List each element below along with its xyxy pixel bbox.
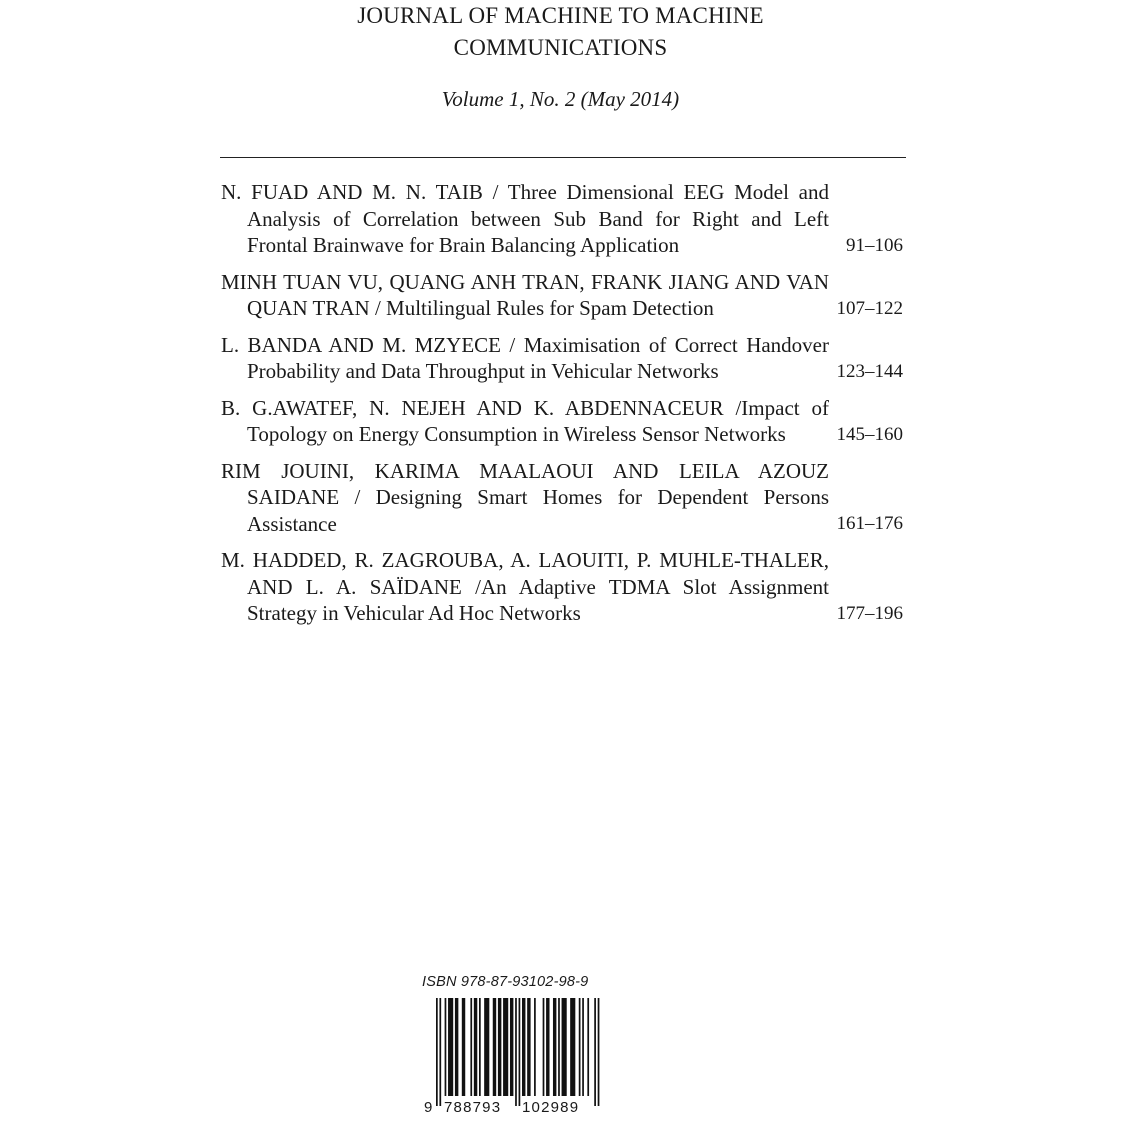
toc-entry-text: M. HADDED, R. ZAGROUBA, A. LAOUITI, P. MUHLE-THALER, AND L. A. SAÏDANE /An Adaptive TDMA Slot Assignment Strategy in Vehicular Ad Hoc Networks <box>221 548 829 625</box>
barcode-bar <box>522 998 525 1096</box>
toc-entry <box>221 179 911 259</box>
toc-entry <box>221 458 911 538</box>
barcode-bar <box>546 998 549 1096</box>
toc-entry <box>221 269 911 322</box>
barcode-bar <box>498 998 501 1096</box>
barcode-bar <box>462 998 465 1096</box>
barcode-bar <box>519 998 521 1106</box>
barcode-bar <box>436 998 438 1106</box>
barcode-bar <box>493 998 496 1096</box>
journal-title-line-2: COMMUNICATIONS <box>453 35 668 60</box>
barcode-bar <box>445 998 447 1096</box>
toc-entry <box>221 395 911 448</box>
barcode-bar <box>594 998 596 1106</box>
toc-entry-pages: 91–106 <box>846 234 903 256</box>
isbn-label: ISBN 978-87-93102-98-9 <box>422 974 589 990</box>
table-of-contents <box>221 179 911 637</box>
barcode-bar <box>448 998 453 1096</box>
toc-entry-pages: 161–176 <box>836 513 903 534</box>
barcode-bar <box>439 998 441 1106</box>
toc-entry-text: RIM JOUINI, KARIMA MAALAOUI AND LEILA AZOUZ SAIDANE / Designing Smart Homes for Dependent Persons Assistance <box>221 458 829 536</box>
barcode-bar <box>527 998 530 1096</box>
barcode-bar <box>582 998 584 1096</box>
toc-entry-text: N. FUAD AND M. N. TAIB / Three Dimensional EEG Model and Analysis of Correlation between Sub Band for Right and Left Frontal Brainwave for Brain Balancing Application <box>221 180 829 257</box>
toc-entry-pages: 145–160 <box>836 423 903 445</box>
toc-entry-text: B. G.AWATEF, N. NEJEH AND K. ABDENNACEUR /Impact of Topology on Energy Consumption in Wireless Sensor Networks <box>221 395 829 446</box>
barcode-digit-first: 9 <box>424 1099 434 1116</box>
volume-issue: Volume 1, No. 2 (May 2014) <box>441 87 680 111</box>
toc-entry-pages: 123–144 <box>836 360 903 382</box>
toc-entry-pages: 177–196 <box>836 602 903 624</box>
barcode-bar <box>470 998 472 1096</box>
barcode-digits-right: 102989 <box>522 1099 580 1116</box>
barcode-bar <box>534 998 536 1096</box>
barcode-digits-left: 788793 <box>444 1099 502 1116</box>
header-divider <box>220 157 906 158</box>
barcode-bar <box>484 998 489 1096</box>
barcode-bar <box>455 998 458 1096</box>
barcode-bar <box>503 998 508 1096</box>
barcode-bar <box>579 998 581 1096</box>
barcode-bar <box>587 998 589 1096</box>
barcode-bar <box>558 998 560 1096</box>
barcode-bar <box>553 998 556 1096</box>
barcode-bar <box>543 998 545 1096</box>
barcode-bar <box>510 998 513 1096</box>
journal-title <box>0 0 1121 64</box>
barcode-bar <box>598 998 600 1106</box>
toc-entry-pages: 107–122 <box>836 297 903 319</box>
toc-entry-text: MINH TUAN VU, QUANG ANH TRAN, FRANK JIANG AND VAN QUAN TRAN / Multilingual Rules for Spam Detection <box>221 269 829 320</box>
barcode-bar <box>474 998 477 1096</box>
toc-entry-text: L. BANDA AND M. MZYECE / Maximisation of Correct Handover Probability and Data Throughput in Vehicular Networks <box>221 332 829 383</box>
barcode-image <box>434 998 604 1108</box>
barcode-bar <box>570 998 575 1096</box>
barcode-bar <box>515 998 517 1106</box>
barcode-bar <box>562 998 567 1096</box>
journal-title-line-1: JOURNAL OF MACHINE TO MACHINE <box>357 3 764 28</box>
toc-entry <box>221 332 911 385</box>
barcode-bar <box>479 998 481 1096</box>
toc-entry <box>221 547 911 627</box>
